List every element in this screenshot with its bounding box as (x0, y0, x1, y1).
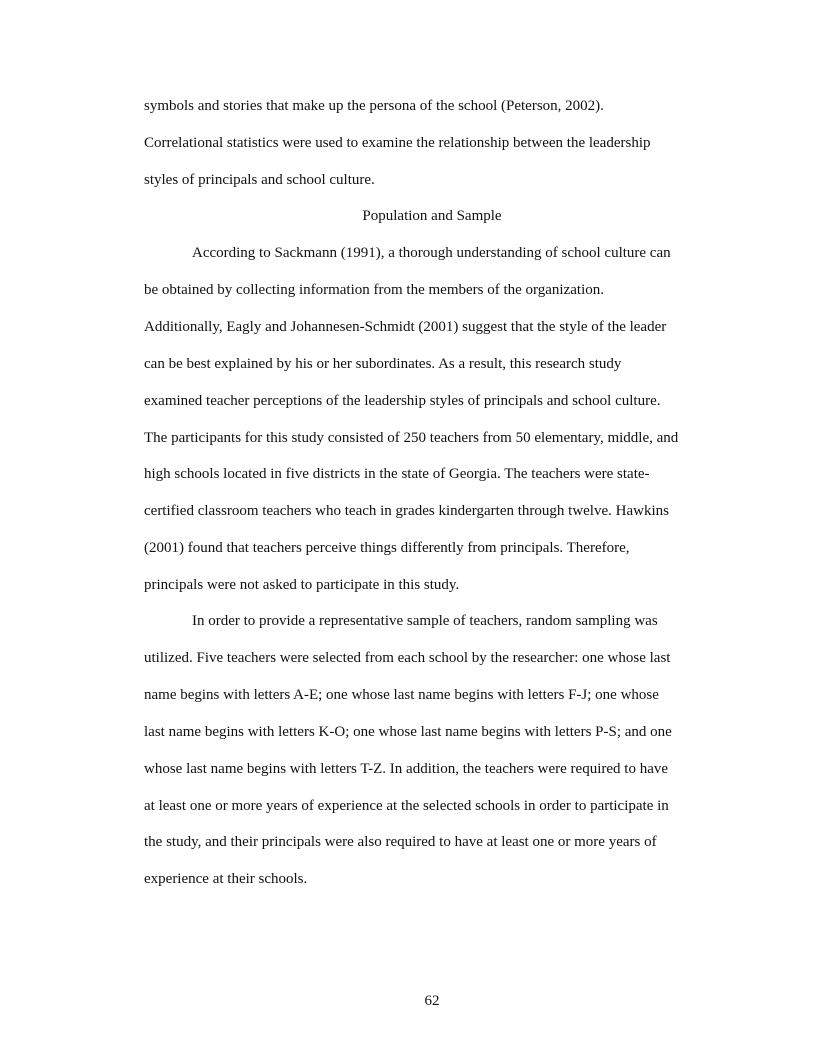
paragraph-1-line-2: Correlational statistics were used to examine the relationship between the leadership (144, 135, 651, 151)
paragraph-2-line-9: (2001) found that teachers perceive things differently from principals. Therefore, (144, 540, 630, 556)
paragraph-3-line-1: In order to provide a representative sample of teachers, random sampling was (192, 613, 658, 629)
paragraph-3-line-7: the study, and their principals were also required to have at least one or more years of (144, 834, 657, 850)
section-heading: Population and Sample (362, 208, 502, 224)
paragraph-3-line-2: utilized. Five teachers were selected from each school by the researcher: one whose last (144, 650, 671, 666)
paragraph-1-line-1: symbols and stories that make up the persona of the school (Peterson, 2002). (144, 98, 604, 114)
paragraph-3-line-8: experience at their schools. (144, 871, 308, 887)
paragraph-2-line-4: can be best explained by his or her subordinates. As a result, this research study (144, 356, 622, 372)
paragraph-3-line-6: at least one or more years of experience at the selected schools in order to participate in (144, 798, 669, 814)
paragraph-3-line-4: last name begins with letters K-O; one whose last name begins with letters P-S; and one (144, 724, 672, 740)
paragraph-2-line-2: be obtained by collecting information from the members of the organization. (144, 282, 605, 298)
paragraph-2-line-7: high schools located in five districts in the state of Georgia. The teachers were state- (144, 466, 650, 482)
paragraph-3-line-5: whose last name begins with letters T-Z. In addition, the teachers were required to have (144, 761, 669, 777)
paragraph-2-line-5: examined teacher perceptions of the leadership styles of principals and school culture. (144, 393, 661, 409)
paragraph-2-line-8: certified classroom teachers who teach in grades kindergarten through twelve. Hawkins (144, 503, 669, 519)
paragraph-2-line-3: Additionally, Eagly and Johannesen-Schmidt (2001) suggest that the style of the leader (144, 319, 667, 335)
paragraph-2-line-10: principals were not asked to participate in this study. (144, 577, 460, 593)
paragraph-3-line-3: name begins with letters A-E; one whose last name begins with letters F-J; one whose (144, 687, 659, 703)
paragraph-2-line-1: According to Sackmann (1991), a thorough understanding of school culture can (192, 245, 671, 261)
paragraph-2-line-6: The participants for this study consisted of 250 teachers from 50 elementary, middle, and (144, 430, 679, 446)
page-number: 62 (424, 993, 440, 1009)
paragraph-1-line-3: styles of principals and school culture. (144, 172, 375, 188)
